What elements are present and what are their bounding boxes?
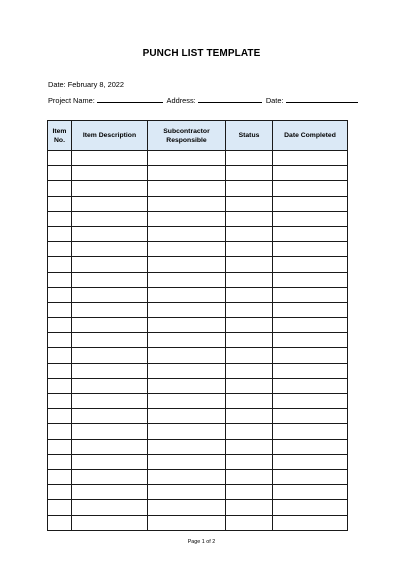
page-number: Page 1 of 2: [187, 539, 216, 545]
table-row: [48, 363, 348, 378]
table-cell[interactable]: [48, 196, 72, 211]
table-cell[interactable]: [226, 151, 273, 166]
table-cell[interactable]: [226, 318, 273, 333]
table-row: [48, 318, 348, 333]
date-field-label: Date:: [265, 96, 284, 105]
table-cell[interactable]: [226, 272, 273, 287]
table-cell[interactable]: [72, 272, 148, 287]
table-cell[interactable]: [273, 500, 348, 515]
table-cell[interactable]: [273, 211, 348, 226]
table-cell[interactable]: [48, 166, 72, 181]
table-cell[interactable]: [226, 439, 273, 454]
table-cell[interactable]: [148, 500, 226, 515]
table-cell[interactable]: [226, 469, 273, 484]
table-cell[interactable]: [273, 333, 348, 348]
table-row: [48, 500, 348, 515]
table-cell[interactable]: [72, 196, 148, 211]
table-cell[interactable]: [48, 363, 72, 378]
table-cell[interactable]: [48, 242, 72, 257]
table-row: [48, 302, 348, 317]
table-cell[interactable]: [273, 439, 348, 454]
table-cell[interactable]: [148, 257, 226, 272]
document-title: PUNCH LIST TEMPLATE: [142, 48, 261, 59]
table-row: [48, 394, 348, 409]
table-cell[interactable]: [72, 211, 148, 226]
table-cell[interactable]: [148, 363, 226, 378]
header-line: Status: [238, 132, 260, 139]
table-row: [48, 424, 348, 439]
table-cell[interactable]: [72, 409, 148, 424]
table-cell[interactable]: [48, 454, 72, 469]
table-cell[interactable]: [148, 272, 226, 287]
header-line: Subcontractor: [163, 127, 210, 135]
table-header-row: [48, 121, 348, 151]
table-cell[interactable]: [226, 166, 273, 181]
table-cell[interactable]: [273, 363, 348, 378]
table-cell[interactable]: [148, 409, 226, 424]
table-cell[interactable]: [48, 181, 72, 196]
table-row: [48, 333, 348, 348]
table-row: [48, 151, 348, 166]
table-cell[interactable]: [48, 439, 72, 454]
header-item-description: [72, 121, 148, 151]
table-row: [48, 211, 348, 226]
table-cell[interactable]: [273, 394, 348, 409]
address-field[interactable]: [198, 95, 262, 103]
table-cell[interactable]: [72, 469, 148, 484]
table-cell[interactable]: [226, 348, 273, 363]
table-cell[interactable]: [148, 378, 226, 393]
punch-list-table: [47, 120, 348, 531]
table-cell[interactable]: [273, 257, 348, 272]
table-cell[interactable]: [148, 485, 226, 500]
table-cell[interactable]: [226, 242, 273, 257]
table-cell[interactable]: [72, 151, 148, 166]
table-cell[interactable]: [226, 226, 273, 241]
table-row: [48, 181, 348, 196]
project-name-field[interactable]: [97, 95, 163, 103]
table-cell[interactable]: [148, 166, 226, 181]
table-cell[interactable]: [48, 424, 72, 439]
table-cell[interactable]: [72, 181, 148, 196]
table-row: [48, 515, 348, 530]
table-cell[interactable]: [48, 257, 72, 272]
table-body: [48, 151, 348, 531]
date-label: Date:: [48, 80, 66, 89]
header-line: Item Description: [82, 132, 137, 139]
table-cell[interactable]: [148, 424, 226, 439]
table-cell[interactable]: [273, 166, 348, 181]
table-cell[interactable]: [148, 302, 226, 317]
table-cell[interactable]: [273, 485, 348, 500]
header-subcontractor-responsible: [148, 121, 226, 151]
table-cell[interactable]: [273, 348, 348, 363]
table-cell[interactable]: [226, 394, 273, 409]
table-cell[interactable]: [273, 272, 348, 287]
table-cell[interactable]: [148, 181, 226, 196]
table-cell[interactable]: [48, 318, 72, 333]
header-line: No.: [54, 136, 65, 144]
table-cell[interactable]: [72, 166, 148, 181]
table-cell[interactable]: [273, 515, 348, 530]
table-row: [48, 485, 348, 500]
table-cell[interactable]: [148, 439, 226, 454]
table-cell[interactable]: [226, 333, 273, 348]
project-fields-line: [48, 95, 360, 105]
table-cell[interactable]: [72, 454, 148, 469]
header-status: [226, 121, 273, 151]
table-cell[interactable]: [273, 226, 348, 241]
table-cell[interactable]: [148, 196, 226, 211]
table-row: [48, 257, 348, 272]
table-row: [48, 348, 348, 363]
table-cell[interactable]: [48, 302, 72, 317]
table-cell[interactable]: [226, 196, 273, 211]
table-cell[interactable]: [72, 363, 148, 378]
table-cell[interactable]: [273, 196, 348, 211]
table-cell[interactable]: [148, 211, 226, 226]
table-cell[interactable]: [148, 333, 226, 348]
table-cell[interactable]: [226, 363, 273, 378]
table-cell[interactable]: [148, 348, 226, 363]
table-cell[interactable]: [148, 287, 226, 302]
table-cell[interactable]: [273, 302, 348, 317]
table-cell[interactable]: [48, 469, 72, 484]
header-date-completed: [273, 121, 348, 151]
table-cell[interactable]: [72, 485, 148, 500]
table-row: [48, 287, 348, 302]
table-cell[interactable]: [273, 242, 348, 257]
table-cell[interactable]: [48, 151, 72, 166]
table-row: [48, 378, 348, 393]
table-cell[interactable]: [226, 181, 273, 196]
table-cell[interactable]: [48, 333, 72, 348]
table-cell[interactable]: [226, 485, 273, 500]
date-line: [48, 80, 124, 89]
table-cell[interactable]: [226, 287, 273, 302]
table-row: [48, 454, 348, 469]
table-cell[interactable]: [148, 318, 226, 333]
table-cell[interactable]: [226, 257, 273, 272]
date-field[interactable]: [286, 95, 358, 103]
table-cell[interactable]: [226, 515, 273, 530]
table-cell[interactable]: [148, 151, 226, 166]
table-cell[interactable]: [148, 469, 226, 484]
table-cell[interactable]: [72, 287, 148, 302]
table-cell[interactable]: [48, 500, 72, 515]
table-cell[interactable]: [148, 226, 226, 241]
table-cell[interactable]: [48, 378, 72, 393]
header-line: Item: [52, 127, 67, 135]
table-cell[interactable]: [148, 394, 226, 409]
table-cell[interactable]: [273, 287, 348, 302]
table-cell[interactable]: [72, 333, 148, 348]
table-cell[interactable]: [72, 302, 148, 317]
table-cell[interactable]: [273, 151, 348, 166]
table-cell[interactable]: [226, 378, 273, 393]
table-cell[interactable]: [48, 226, 72, 241]
table-cell[interactable]: [72, 439, 148, 454]
table-cell[interactable]: [48, 394, 72, 409]
table-cell[interactable]: [273, 409, 348, 424]
table-cell[interactable]: [72, 500, 148, 515]
table-row: [48, 196, 348, 211]
table-row: [48, 439, 348, 454]
table-cell[interactable]: [226, 302, 273, 317]
table-cell[interactable]: [273, 469, 348, 484]
project-name-label: Project Name:: [48, 96, 95, 105]
table-cell[interactable]: [273, 424, 348, 439]
table-cell[interactable]: [226, 500, 273, 515]
table-cell[interactable]: [48, 272, 72, 287]
header-line: Date Completed: [284, 132, 336, 139]
table-cell[interactable]: [48, 485, 72, 500]
table-cell[interactable]: [48, 211, 72, 226]
table-cell[interactable]: [148, 454, 226, 469]
table-cell[interactable]: [48, 409, 72, 424]
date-value: February 8, 2022: [67, 80, 125, 89]
table-row: [48, 166, 348, 181]
table-cell[interactable]: [72, 318, 148, 333]
table-row: [48, 409, 348, 424]
table-cell[interactable]: [48, 515, 72, 530]
table-cell[interactable]: [273, 378, 348, 393]
address-label: Address:: [166, 96, 196, 105]
table-cell[interactable]: [72, 226, 148, 241]
table-cell[interactable]: [72, 394, 148, 409]
table-cell[interactable]: [48, 287, 72, 302]
table-cell[interactable]: [72, 515, 148, 530]
table-row: [48, 469, 348, 484]
table-cell[interactable]: [148, 242, 226, 257]
table-cell[interactable]: [273, 181, 348, 196]
table-cell[interactable]: [72, 424, 148, 439]
table-cell[interactable]: [226, 211, 273, 226]
table-cell[interactable]: [226, 454, 273, 469]
table-cell[interactable]: [273, 454, 348, 469]
table-cell[interactable]: [226, 409, 273, 424]
table-cell[interactable]: [48, 348, 72, 363]
header-line: Responsible: [166, 136, 207, 144]
table-row: [48, 242, 348, 257]
table-cell[interactable]: [148, 515, 226, 530]
table-cell[interactable]: [72, 378, 148, 393]
table-row: [48, 226, 348, 241]
table-cell[interactable]: [72, 257, 148, 272]
table-cell[interactable]: [226, 424, 273, 439]
table-row: [48, 272, 348, 287]
table-cell[interactable]: [72, 348, 148, 363]
table-cell[interactable]: [273, 318, 348, 333]
header-item-no: [48, 121, 72, 151]
table-cell[interactable]: [72, 242, 148, 257]
